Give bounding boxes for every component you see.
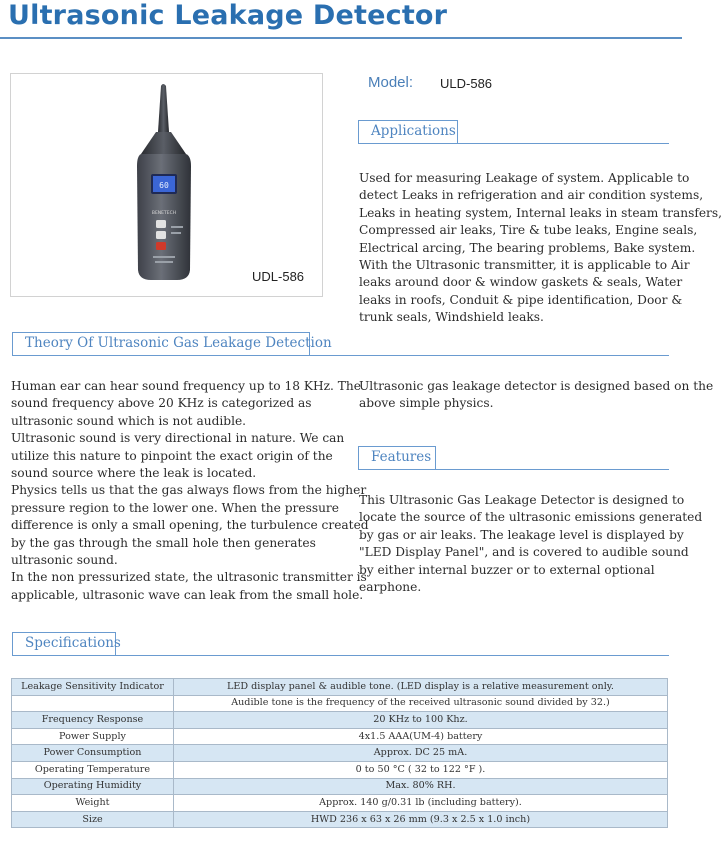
spec-row [12, 712, 668, 729]
spec-label: Size [12, 811, 174, 828]
spec-label: Frequency Response [12, 712, 174, 729]
text-line: sound frequency above 20 KHz is categorized as [11, 396, 312, 411]
applications-heading: Applications [358, 120, 458, 143]
text-line: difference is only a small opening, the turbulence created [11, 518, 369, 533]
text-line: leaks around door & window gaskets & seals, Water [359, 275, 683, 290]
features-divider [358, 469, 669, 470]
spec-label: Leakage Sensitivity Indicator [12, 679, 174, 696]
spec-label: Operating Temperature [12, 761, 174, 778]
spec-label: Weight [12, 795, 174, 812]
spec-value: LED display panel & audible tone. (LED display is a relative measurement only. [174, 679, 668, 696]
product-caption: UDL-586 [252, 269, 305, 284]
text-line: This Ultrasonic Gas Leakage Detector is designed to [359, 493, 685, 507]
spec-label: Power Consumption [12, 745, 174, 762]
text-line: detect Leaks in refrigeration and air condition systems, [359, 188, 704, 203]
specifications-divider [12, 655, 669, 656]
device-brand: BENETECH [151, 211, 177, 216]
text-line: leaks in roofs, Conduit & pipe identification, Door & [359, 292, 683, 307]
specifications-heading: Specifications [12, 632, 116, 655]
spec-label: Operating Humidity [12, 778, 174, 795]
detector-device-image [11, 74, 322, 296]
spec-label: Power Supply [12, 728, 174, 745]
spec-row [12, 795, 668, 812]
text-line: Electrical arcing, The bearing problems, Bake system. [359, 240, 696, 255]
text-line: by either internal buzzer or to external optional [359, 562, 655, 577]
theory-heading: Theory Of Ultrasonic Gas Leakage Detection [12, 332, 310, 355]
text-line: Leaks in heating system, Internal leaks in steam transfers, [359, 205, 722, 220]
text-line: trunk seals, Windshield leaks. [359, 310, 544, 325]
text-line: utilize this nature to pinpoint the exact origin of the [11, 448, 333, 463]
theory-divider [12, 355, 669, 356]
text-line: With the Ultrasonic transmitter, it is applicable to Air [359, 258, 690, 273]
text-line: earphone. [359, 580, 422, 595]
text-line: "LED Display Panel", and is covered to audible sound [359, 545, 689, 560]
spec-row [12, 811, 668, 828]
text-line: above simple physics. [359, 396, 494, 411]
text-line: sound source where the leak is located. [11, 466, 257, 481]
text-line: by the gas through the small hole then generates [11, 535, 316, 550]
text-line: Used for measuring Leakage of system. Applicable to [359, 171, 690, 185]
applications-divider [358, 143, 669, 144]
spec-value: HWD 236 x 63 x 26 mm (9.3 x 2.5 x 1.0 inch) [174, 811, 668, 828]
text-line: applicable, ultrasonic wave can leak from the small hole. [11, 587, 364, 602]
spec-row [12, 728, 668, 745]
text-line: locate the source of the ultrasonic emissions generated [359, 510, 703, 525]
applications-text [359, 170, 722, 327]
model-label: Model: [368, 74, 414, 91]
spec-value: 0 to 50 °C ( 32 to 122 °F ). [174, 761, 668, 778]
spec-value: 4x1.5 AAA(UM-4) battery [174, 728, 668, 745]
text-line: pressure region to the lower one. When the pressure [11, 500, 339, 515]
spec-value: Approx. 140 g/0.31 lb (including battery). [174, 795, 668, 812]
spec-row [12, 761, 668, 778]
page-title: Ultrasonic Leakage Detector [8, 0, 448, 31]
spec-row [12, 679, 668, 696]
spec-label [12, 695, 174, 712]
display-reading: 60 [159, 181, 169, 190]
text-line: Physics tells us that the gas always flows from the higher [11, 483, 367, 498]
model-value: ULD-586 [440, 76, 493, 91]
theory-text-left [11, 378, 369, 604]
title-divider [0, 37, 682, 39]
text-line: Ultrasonic gas leakage detector is designed based on the [359, 379, 714, 393]
product-image-frame [10, 73, 323, 297]
spec-value: Max. 80% RH. [174, 778, 668, 795]
features-text [359, 492, 703, 596]
text-line: by gas or air leaks. The leakage level is displayed by [359, 527, 684, 542]
text-line: ultrasonic sound which is not audible. [11, 413, 247, 428]
spec-value: Audible tone is the frequency of the received ultrasonic sound divided by 32.) [174, 695, 668, 712]
spec-row [12, 745, 668, 762]
text-line: Compressed air leaks, Tire & tube leaks, Engine seals, [359, 223, 698, 238]
spec-row [12, 695, 668, 712]
text-line: ultrasonic sound. [11, 553, 118, 568]
spec-value: 20 KHz to 100 Khz. [174, 712, 668, 729]
text-line: Human ear can hear sound frequency up to 18 KHz. The [11, 379, 361, 393]
features-heading: Features [358, 446, 436, 469]
text-line: In the non pressurized state, the ultrasonic transmitter is [11, 570, 367, 585]
specifications-table [11, 678, 668, 828]
spec-value: Approx. DC 25 mA. [174, 745, 668, 762]
text-line: Ultrasonic sound is very directional in nature. We can [11, 431, 345, 446]
theory-text-right [359, 378, 714, 413]
spec-row [12, 778, 668, 795]
